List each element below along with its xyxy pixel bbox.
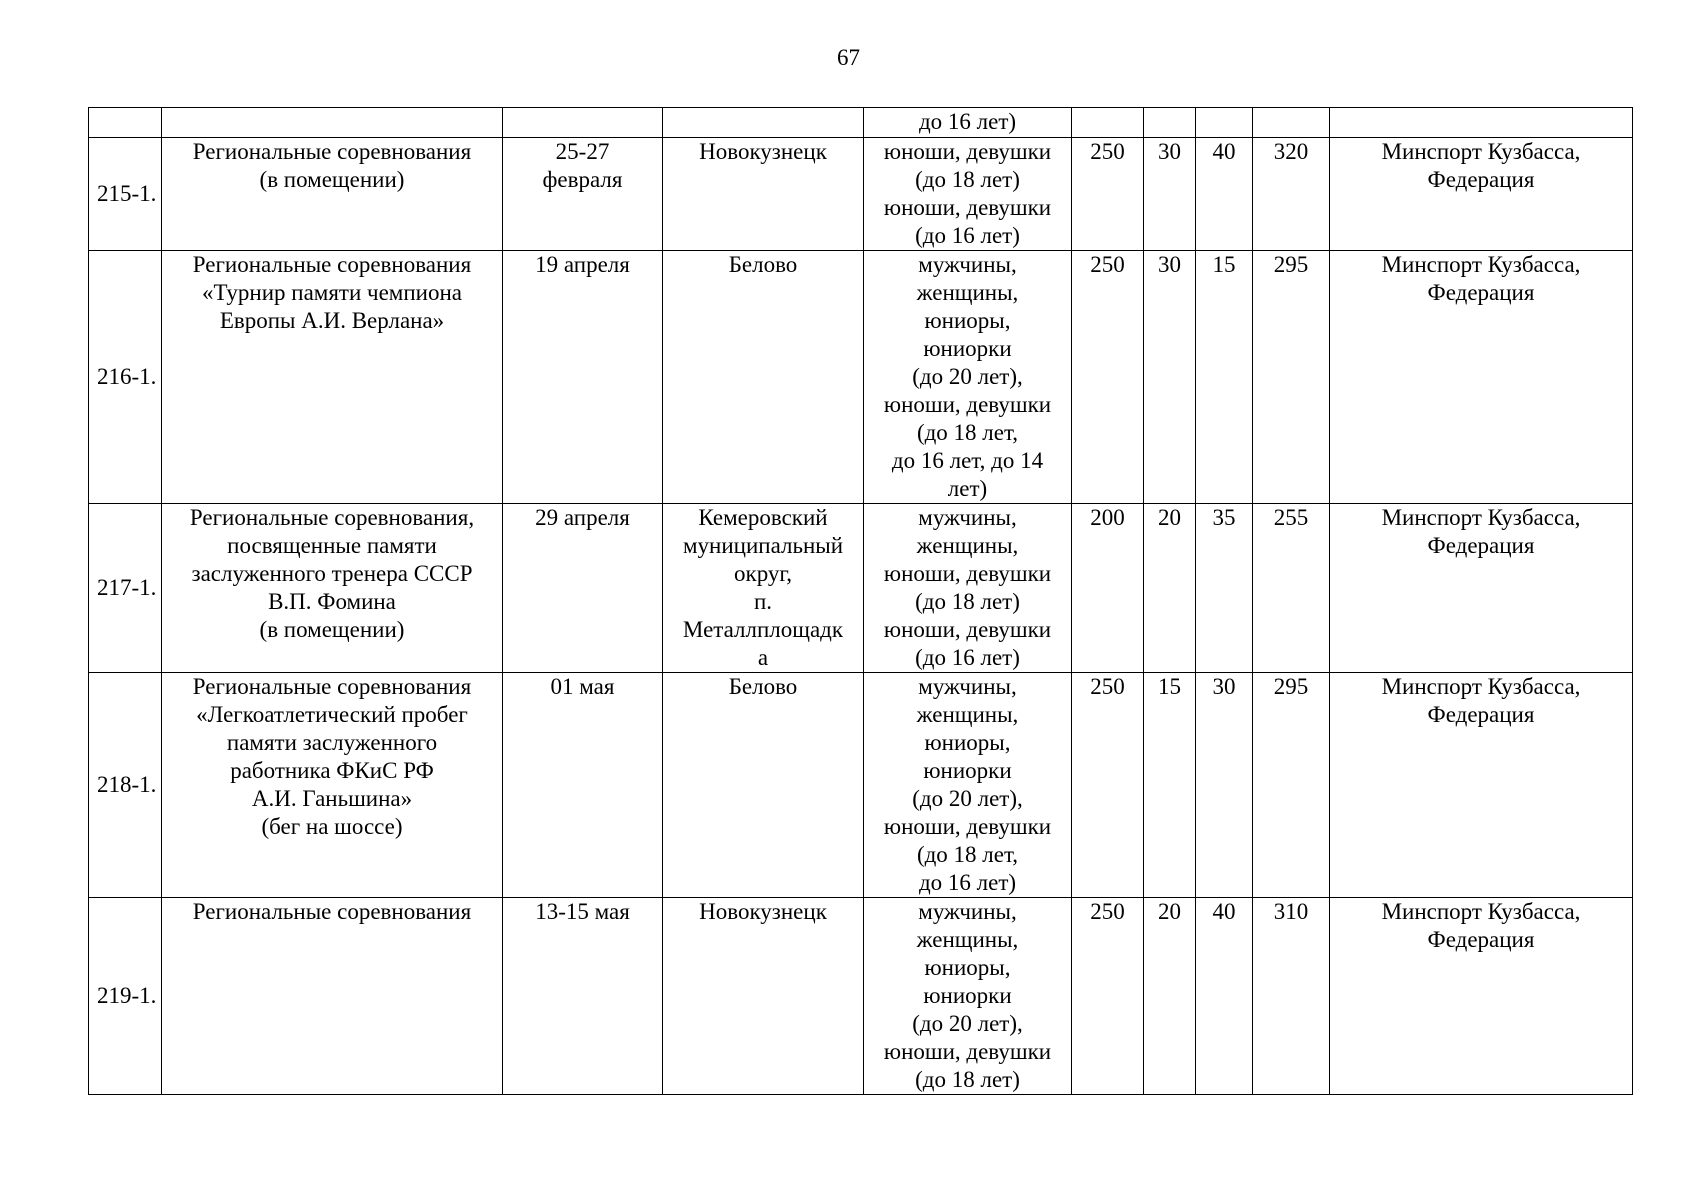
cell-organizer: Минспорт Кузбасса, Федерация [1330, 504, 1633, 673]
cell-participants: мужчины, женщины, юноши, девушки (до 18 лет) юноши, девушки (до 16 лет) [864, 504, 1072, 673]
cell-location: Белово [663, 251, 864, 504]
cell-location: Кемеровский муниципальный округ, п. Металлплощадк а [663, 504, 864, 673]
cell-c3: 15 [1196, 251, 1253, 504]
cell-participants: юноши, девушки (до 18 лет) юноши, девушки (до 16 лет) [864, 138, 1072, 251]
cell-c3 [1196, 108, 1253, 138]
cell-total: 295 [1253, 251, 1330, 504]
cell-dates [503, 108, 663, 138]
cell-organizer: Минспорт Кузбасса, Федерация [1330, 898, 1633, 1095]
cell-name: Региональные соревнования [162, 898, 503, 1095]
cell-c2: 30 [1144, 138, 1196, 251]
cell-total: 255 [1253, 504, 1330, 673]
cell-total: 320 [1253, 138, 1330, 251]
cell-name: Региональные соревнования «Турнир памяти чемпиона Европы А.И. Верлана» [162, 251, 503, 504]
cell-c1: 200 [1072, 504, 1144, 673]
cell-organizer: Минспорт Кузбасса, Федерация [1330, 673, 1633, 898]
cell-c1: 250 [1072, 898, 1144, 1095]
cell-participants: мужчины, женщины, юниоры, юниорки (до 20 лет), юноши, девушки (до 18 лет) [864, 898, 1072, 1095]
cell-dates: 13-15 мая [503, 898, 663, 1095]
cell-dates: 19 апреля [503, 251, 663, 504]
cell-organizer: Минспорт Кузбасса, Федерация [1330, 251, 1633, 504]
cell-number [89, 108, 162, 138]
cell-c3: 35 [1196, 504, 1253, 673]
cell-number: 219-1. [89, 898, 162, 1095]
cell-c2: 15 [1144, 673, 1196, 898]
cell-number: 215-1. [89, 138, 162, 251]
cell-name: Региональные соревнования «Легкоатлетический пробег памяти заслуженного работника ФКиС РФ А.И. Ганьшина» (бег на шоссе) [162, 673, 503, 898]
cell-participants: мужчины, женщины, юниоры, юниорки (до 20 лет), юноши, девушки (до 18 лет, до 16 лет) [864, 673, 1072, 898]
table-row [89, 673, 1633, 898]
cell-c1 [1072, 108, 1144, 138]
cell-name: Региональные соревнования, посвященные памяти заслуженного тренера СССР В.П. Фомина (в помещении) [162, 504, 503, 673]
cell-organizer: Минспорт Кузбасса, Федерация [1330, 138, 1633, 251]
page-number: 67 [837, 45, 860, 70]
cell-total: 310 [1253, 898, 1330, 1095]
cell-location [663, 108, 864, 138]
cell-location: Новокузнецк [663, 898, 864, 1095]
table-row-continuation [89, 108, 1633, 138]
cell-dates: 01 мая [503, 673, 663, 898]
cell-name [162, 108, 503, 138]
cell-c3: 40 [1196, 138, 1253, 251]
cell-organizer [1330, 108, 1633, 138]
cell-dates: 29 апреля [503, 504, 663, 673]
table-row [89, 251, 1633, 504]
cell-c3: 30 [1196, 673, 1253, 898]
cell-dates: 25-27 февраля [503, 138, 663, 251]
events-table [88, 107, 1633, 1095]
cell-participants: мужчины, женщины, юниоры, юниорки (до 20 лет), юноши, девушки (до 18 лет, до 16 лет, до 14 лет) [864, 251, 1072, 504]
cell-c1: 250 [1072, 138, 1144, 251]
table-row [89, 138, 1633, 251]
cell-participants: до 16 лет) [864, 108, 1072, 138]
cell-number: 216-1. [89, 251, 162, 504]
cell-location: Белово [663, 673, 864, 898]
cell-c2 [1144, 108, 1196, 138]
cell-c2: 20 [1144, 504, 1196, 673]
cell-c1: 250 [1072, 251, 1144, 504]
cell-c2: 20 [1144, 898, 1196, 1095]
cell-total: 295 [1253, 673, 1330, 898]
cell-c2: 30 [1144, 251, 1196, 504]
cell-c3: 40 [1196, 898, 1253, 1095]
table-row [89, 898, 1633, 1095]
cell-number: 218-1. [89, 673, 162, 898]
cell-total [1253, 108, 1330, 138]
cell-number: 217-1. [89, 504, 162, 673]
table-row [89, 504, 1633, 673]
cell-name: Региональные соревнования (в помещении) [162, 138, 503, 251]
cell-location: Новокузнецк [663, 138, 864, 251]
cell-c1: 250 [1072, 673, 1144, 898]
